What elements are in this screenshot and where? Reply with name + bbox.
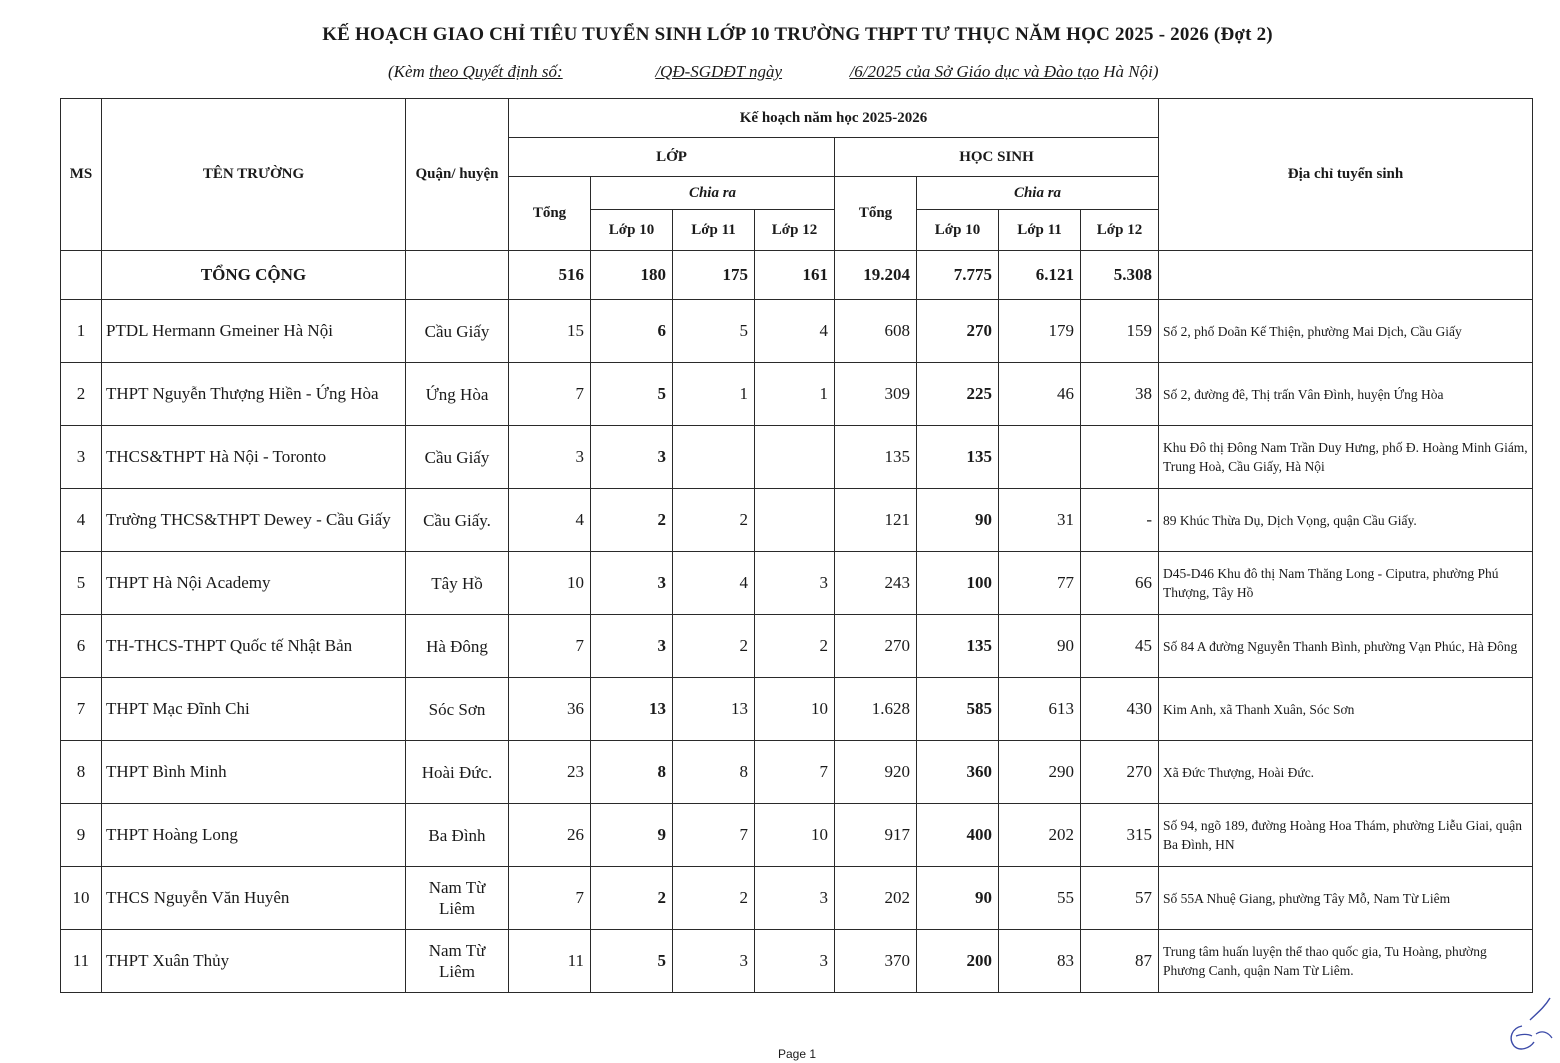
row-student-total: 1.628 <box>835 678 917 741</box>
row-class-12: 1 <box>755 363 835 426</box>
row-student-total: 243 <box>835 552 917 615</box>
row-student-10: 360 <box>917 741 999 804</box>
row-class-12: 10 <box>755 804 835 867</box>
subtitle-prefix: (Kèm <box>388 62 425 81</box>
header-class-grade12: Lớp 12 <box>755 210 835 251</box>
row-class-12 <box>755 426 835 489</box>
row-district: Hoài Đức. <box>406 741 509 804</box>
row-ms: 1 <box>61 300 102 363</box>
row-student-total: 121 <box>835 489 917 552</box>
row-student-10: 90 <box>917 489 999 552</box>
row-student-10: 585 <box>917 678 999 741</box>
row-class-total: 11 <box>509 930 591 993</box>
row-student-total: 202 <box>835 867 917 930</box>
table-row <box>61 867 1533 930</box>
row-student-11: 55 <box>999 867 1081 930</box>
row-class-11: 3 <box>673 930 755 993</box>
table-row <box>61 300 1533 363</box>
row-school-name: THCS&THPT Hà Nội - Toronto <box>102 426 406 489</box>
header-district: Quận/ huyện <box>406 99 509 251</box>
subtitle-city: Hà Nội) <box>1103 62 1159 81</box>
totals-class-12: 161 <box>755 251 835 300</box>
row-ms: 6 <box>61 615 102 678</box>
row-student-11: 77 <box>999 552 1081 615</box>
row-student-11: 90 <box>999 615 1081 678</box>
row-class-11: 1 <box>673 363 755 426</box>
row-class-10: 13 <box>591 678 673 741</box>
row-address: Số 2, phố Doãn Kế Thiện, phường Mai Dịch, Cầu Giấy <box>1159 300 1533 363</box>
row-class-10: 2 <box>591 867 673 930</box>
row-class-10: 5 <box>591 363 673 426</box>
table-row <box>61 678 1533 741</box>
header-ms: MS <box>61 99 102 251</box>
row-address: Trung tâm huấn luyện thể thao quốc gia, Tu Hoàng, phường Phương Canh, quận Nam Từ Liêm. <box>1159 930 1533 993</box>
row-address: Số 55A Nhuệ Giang, phường Tây Mỗ, Nam Từ Liêm <box>1159 867 1533 930</box>
row-student-12: 159 <box>1081 300 1159 363</box>
row-student-11 <box>999 426 1081 489</box>
row-school-name: PTDL Hermann Gmeiner Hà Nội <box>102 300 406 363</box>
row-class-10: 8 <box>591 741 673 804</box>
row-address: Khu Đô thị Đông Nam Trần Duy Hưng, phố Đ. Hoàng Minh Giám, Trung Hoà, Cầu Giấy, Hà Nội <box>1159 426 1533 489</box>
table-row <box>61 426 1533 489</box>
row-student-11: 31 <box>999 489 1081 552</box>
row-address: Số 2, đường đê, Thị trấn Vân Đình, huyện Ứng Hòa <box>1159 363 1533 426</box>
row-ms: 8 <box>61 741 102 804</box>
row-student-12: 430 <box>1081 678 1159 741</box>
row-class-10: 2 <box>591 489 673 552</box>
row-class-10: 5 <box>591 930 673 993</box>
row-class-11: 8 <box>673 741 755 804</box>
row-school-name: TH-THCS-THPT Quốc tế Nhật Bản <box>102 615 406 678</box>
header-student-breakdown: Chia ra <box>917 177 1159 210</box>
row-ms: 10 <box>61 867 102 930</box>
row-class-12: 3 <box>755 867 835 930</box>
row-student-12: 66 <box>1081 552 1159 615</box>
subtitle-decision-code: /QĐ-SGDĐT ngày <box>655 62 783 81</box>
row-student-total: 920 <box>835 741 917 804</box>
row-class-total: 7 <box>509 363 591 426</box>
row-class-total: 36 <box>509 678 591 741</box>
totals-label: TỔNG CỘNG <box>102 251 406 300</box>
row-student-total: 608 <box>835 300 917 363</box>
header-school: TÊN TRƯỜNG <box>102 99 406 251</box>
row-ms: 5 <box>61 552 102 615</box>
totals-class-11: 175 <box>673 251 755 300</box>
table-row <box>61 741 1533 804</box>
row-address: Xã Đức Thượng, Hoài Đức. <box>1159 741 1533 804</box>
page-number: Page 1 <box>778 1047 817 1061</box>
row-address: Số 84 A đường Nguyễn Thanh Bình, phường Vạn Phúc, Hà Đông <box>1159 615 1533 678</box>
totals-student-10: 7.775 <box>917 251 999 300</box>
row-student-11: 46 <box>999 363 1081 426</box>
row-class-12: 4 <box>755 300 835 363</box>
row-class-11: 2 <box>673 867 755 930</box>
document-subtitle <box>388 62 1288 82</box>
row-student-total: 270 <box>835 615 917 678</box>
header-student-grade11: Lớp 11 <box>999 210 1081 251</box>
row-student-10: 135 <box>917 615 999 678</box>
row-class-12: 2 <box>755 615 835 678</box>
row-class-11: 5 <box>673 300 755 363</box>
row-class-12: 10 <box>755 678 835 741</box>
header-student-grade12: Lớp 12 <box>1081 210 1159 251</box>
row-class-12: 3 <box>755 552 835 615</box>
subtitle-decision-label: theo Quyết định số: <box>429 62 563 81</box>
row-student-11: 83 <box>999 930 1081 993</box>
row-student-12: 270 <box>1081 741 1159 804</box>
row-address: Số 94, ngõ 189, đường Hoàng Hoa Thám, phường Liễu Giai, quận Ba Đình, HN <box>1159 804 1533 867</box>
row-school-name: THPT Hà Nội Academy <box>102 552 406 615</box>
totals-ms <box>61 251 102 300</box>
row-student-12: 315 <box>1081 804 1159 867</box>
row-student-10: 135 <box>917 426 999 489</box>
row-district: Nam Từ Liêm <box>406 867 509 930</box>
row-student-10: 100 <box>917 552 999 615</box>
row-school-name: THPT Bình Minh <box>102 741 406 804</box>
totals-class-10: 180 <box>591 251 673 300</box>
row-school-name: THPT Mạc Đĩnh Chi <box>102 678 406 741</box>
row-student-12: 57 <box>1081 867 1159 930</box>
row-student-10: 200 <box>917 930 999 993</box>
row-ms: 2 <box>61 363 102 426</box>
row-ms: 11 <box>61 930 102 993</box>
row-class-total: 3 <box>509 426 591 489</box>
row-class-total: 7 <box>509 615 591 678</box>
row-student-10: 225 <box>917 363 999 426</box>
row-class-12: 7 <box>755 741 835 804</box>
totals-address <box>1159 251 1533 300</box>
row-address: Kim Anh, xã Thanh Xuân, Sóc Sơn <box>1159 678 1533 741</box>
row-district: Cầu Giấy <box>406 426 509 489</box>
row-school-name: THPT Nguyễn Thượng Hiền - Ứng Hòa <box>102 363 406 426</box>
table-row <box>61 552 1533 615</box>
row-class-11: 7 <box>673 804 755 867</box>
row-district: Cầu Giấy <box>406 300 509 363</box>
row-district: Hà Đông <box>406 615 509 678</box>
header-class-breakdown: Chia ra <box>591 177 835 210</box>
table-row <box>61 615 1533 678</box>
row-class-total: 15 <box>509 300 591 363</box>
header-address: Địa chỉ tuyển sinh <box>1159 99 1533 251</box>
row-class-total: 7 <box>509 867 591 930</box>
row-address: 89 Khúc Thừa Dụ, Dịch Vọng, quận Cầu Giấy. <box>1159 489 1533 552</box>
row-class-total: 4 <box>509 489 591 552</box>
row-class-11 <box>673 426 755 489</box>
row-student-12: 45 <box>1081 615 1159 678</box>
header-students: HỌC SINH <box>835 138 1159 177</box>
header-plan: Kế hoạch năm học 2025-2026 <box>509 99 1159 138</box>
row-ms: 9 <box>61 804 102 867</box>
row-student-12: - <box>1081 489 1159 552</box>
row-student-10: 270 <box>917 300 999 363</box>
row-school-name: THCS Nguyễn Văn Huyên <box>102 867 406 930</box>
row-student-12 <box>1081 426 1159 489</box>
row-student-12: 38 <box>1081 363 1159 426</box>
subtitle-date: /6/2025 của Sở Giáo dục và Đào tạo <box>849 62 1099 81</box>
row-class-10: 3 <box>591 426 673 489</box>
row-class-11: 13 <box>673 678 755 741</box>
row-district: Tây Hồ <box>406 552 509 615</box>
table-row <box>61 804 1533 867</box>
row-class-12 <box>755 489 835 552</box>
row-class-total: 23 <box>509 741 591 804</box>
row-student-11: 202 <box>999 804 1081 867</box>
row-student-total: 370 <box>835 930 917 993</box>
row-district: Nam Từ Liêm <box>406 930 509 993</box>
row-district: Sóc Sơn <box>406 678 509 741</box>
row-school-name: THPT Hoàng Long <box>102 804 406 867</box>
enrollment-plan-table <box>60 98 1533 993</box>
row-student-11: 613 <box>999 678 1081 741</box>
row-class-11: 4 <box>673 552 755 615</box>
totals-student-11: 6.121 <box>999 251 1081 300</box>
row-student-11: 179 <box>999 300 1081 363</box>
row-class-10: 6 <box>591 300 673 363</box>
row-address: D45-D46 Khu đô thị Nam Thăng Long - Ciputra, phường Phú Thượng, Tây Hồ <box>1159 552 1533 615</box>
header-class-total: Tổng <box>509 177 591 251</box>
totals-district <box>406 251 509 300</box>
table-row <box>61 489 1533 552</box>
header-class-grade10: Lớp 10 <box>591 210 673 251</box>
row-student-total: 135 <box>835 426 917 489</box>
totals-student-12: 5.308 <box>1081 251 1159 300</box>
row-class-11: 2 <box>673 489 755 552</box>
row-ms: 7 <box>61 678 102 741</box>
row-student-10: 90 <box>917 867 999 930</box>
row-class-total: 10 <box>509 552 591 615</box>
row-class-10: 3 <box>591 615 673 678</box>
row-school-name: Trường THCS&THPT Dewey - Cầu Giấy <box>102 489 406 552</box>
totals-row <box>61 251 1533 300</box>
row-student-10: 400 <box>917 804 999 867</box>
totals-class-total: 516 <box>509 251 591 300</box>
header-student-grade10: Lớp 10 <box>917 210 999 251</box>
row-class-10: 3 <box>591 552 673 615</box>
document-title: KẾ HOẠCH GIAO CHỈ TIÊU TUYỂN SINH LỚP 10 TRƯỜNG THPT TƯ THỤC NĂM HỌC 2025 - 2026 (Đợt 2) <box>322 24 1273 45</box>
handwritten-signature <box>1500 990 1558 1056</box>
row-district: Cầu Giấy. <box>406 489 509 552</box>
row-class-10: 9 <box>591 804 673 867</box>
header-student-total: Tổng <box>835 177 917 251</box>
row-ms: 3 <box>61 426 102 489</box>
row-student-total: 309 <box>835 363 917 426</box>
row-district: Ứng Hòa <box>406 363 509 426</box>
table-row <box>61 930 1533 993</box>
row-student-11: 290 <box>999 741 1081 804</box>
header-classes: LỚP <box>509 138 835 177</box>
row-school-name: THPT Xuân Thủy <box>102 930 406 993</box>
row-class-11: 2 <box>673 615 755 678</box>
table-row <box>61 363 1533 426</box>
totals-student-total: 19.204 <box>835 251 917 300</box>
row-class-12: 3 <box>755 930 835 993</box>
row-ms: 4 <box>61 489 102 552</box>
header-class-grade11: Lớp 11 <box>673 210 755 251</box>
row-student-total: 917 <box>835 804 917 867</box>
row-district: Ba Đình <box>406 804 509 867</box>
row-class-total: 26 <box>509 804 591 867</box>
row-student-12: 87 <box>1081 930 1159 993</box>
